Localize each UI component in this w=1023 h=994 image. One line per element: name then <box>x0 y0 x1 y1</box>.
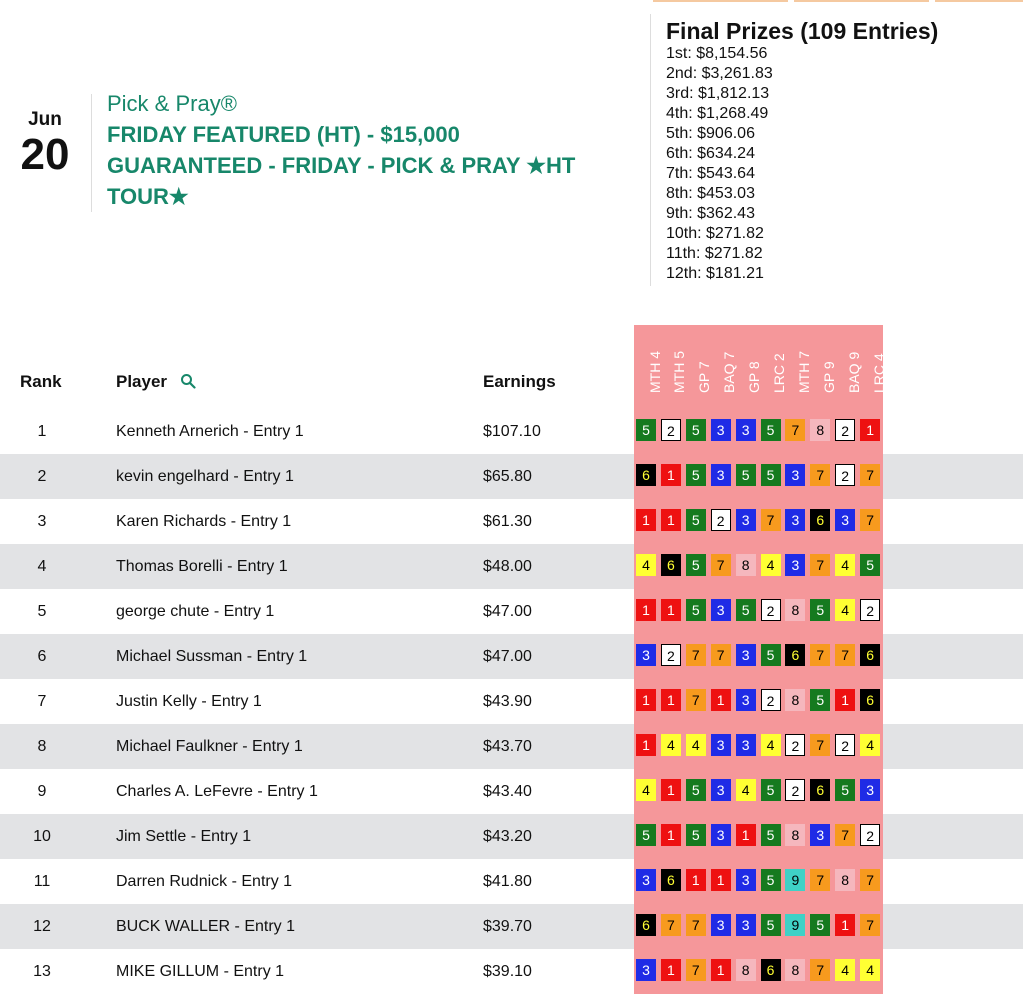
rank-cell: 9 <box>37 783 47 800</box>
pick-number: 1 <box>661 599 681 621</box>
player-name[interactable]: Darren Rudnick - Entry 1 <box>116 873 293 890</box>
pick-number: 1 <box>686 869 706 891</box>
pick-number: 3 <box>711 914 731 936</box>
prize-item: 5th: $906.06 <box>666 125 755 142</box>
earnings-cell: $65.80 <box>483 468 532 485</box>
pick-number: 7 <box>860 509 880 531</box>
pick-number: 7 <box>761 509 781 531</box>
pick-number: 8 <box>810 419 830 441</box>
pick-number: 7 <box>810 734 830 756</box>
pick-number: 7 <box>686 689 706 711</box>
pick-number: 8 <box>785 959 805 981</box>
pick-number: 5 <box>761 824 781 846</box>
prize-item: 9th: $362.43 <box>666 205 755 222</box>
pick-number: 5 <box>736 464 756 486</box>
race-header-label: LRC 4 <box>870 353 887 393</box>
earnings-cell: $48.00 <box>483 558 532 575</box>
pick-number: 2 <box>785 734 805 756</box>
pick-number: 7 <box>661 914 681 936</box>
earnings-cell: $41.80 <box>483 873 532 890</box>
pick-number: 3 <box>711 464 731 486</box>
race-header <box>808 325 837 405</box>
prize-item: 1st: $8,154.56 <box>666 45 768 62</box>
pick-number: 8 <box>785 599 805 621</box>
rank-cell: 3 <box>37 513 47 530</box>
pick-number: 2 <box>860 599 880 621</box>
player-name[interactable]: george chute - Entry 1 <box>116 603 275 620</box>
table-row[interactable] <box>0 634 1023 679</box>
pick-number: 1 <box>736 824 756 846</box>
pick-number: 3 <box>636 644 656 666</box>
pick-number: 7 <box>686 914 706 936</box>
pick-number: 3 <box>785 464 805 486</box>
pick-number: 3 <box>785 509 805 531</box>
pick-number: 5 <box>686 419 706 441</box>
pick-number: 6 <box>810 509 830 531</box>
table-row[interactable] <box>0 769 1023 814</box>
pick-number: 8 <box>736 554 756 576</box>
prize-item: 7th: $543.64 <box>666 165 755 182</box>
leaderboard-table <box>0 409 1023 994</box>
pick-number: 5 <box>810 689 830 711</box>
race-header-label: MTH 5 <box>671 351 688 393</box>
pick-number: 3 <box>835 509 855 531</box>
pick-number: 4 <box>761 734 781 756</box>
table-row[interactable] <box>0 859 1023 904</box>
earnings-cell: $61.30 <box>483 513 532 530</box>
player-name[interactable]: Charles A. LeFevre - Entry 1 <box>116 783 318 800</box>
race-header-label: BAQ 9 <box>845 351 862 393</box>
pick-number: 3 <box>711 734 731 756</box>
pick-number: 3 <box>636 959 656 981</box>
pick-number: 8 <box>835 869 855 891</box>
pick-number: 4 <box>761 554 781 576</box>
pick-number: 7 <box>860 914 880 936</box>
pick-number: 7 <box>686 644 706 666</box>
pick-number: 7 <box>810 869 830 891</box>
pick-number: 5 <box>686 464 706 486</box>
pick-number: 6 <box>810 779 830 801</box>
rank-cell: 10 <box>33 828 51 845</box>
pick-number: 6 <box>785 644 805 666</box>
earnings-cell: $47.00 <box>483 648 532 665</box>
rank-cell: 12 <box>33 918 51 935</box>
race-header-label: GP 7 <box>696 361 713 393</box>
race-header <box>759 325 787 405</box>
pick-number: 4 <box>835 554 855 576</box>
player-name[interactable]: Michael Sussman - Entry 1 <box>116 648 308 665</box>
player-name[interactable]: Justin Kelly - Entry 1 <box>116 693 262 710</box>
player-name[interactable]: kevin engelhard - Entry 1 <box>116 468 294 485</box>
pick-number: 3 <box>736 869 756 891</box>
pick-number: 5 <box>761 869 781 891</box>
pick-number: 3 <box>736 914 756 936</box>
rank-cell: 7 <box>37 693 47 710</box>
race-header-label: GP 9 <box>820 361 837 393</box>
race-header <box>734 325 763 405</box>
player-header: Player <box>116 372 168 391</box>
pick-number: 4 <box>636 779 656 801</box>
pick-number: 5 <box>761 464 781 486</box>
pick-number: 7 <box>711 554 731 576</box>
earnings-cell: $43.90 <box>483 693 532 710</box>
pick-number: 5 <box>835 779 855 801</box>
prize-item: 10th: $271.82 <box>666 225 764 242</box>
pick-number: 7 <box>835 824 855 846</box>
table-row[interactable] <box>0 544 1023 589</box>
prizes-list <box>666 44 938 284</box>
pick-number: 4 <box>686 734 706 756</box>
earnings-cell: $43.20 <box>483 828 532 845</box>
earnings-cell: $107.10 <box>483 423 541 440</box>
pick-number: 8 <box>785 824 805 846</box>
pick-number: 6 <box>636 914 656 936</box>
pick-number: 3 <box>636 869 656 891</box>
prize-item: 8th: $453.03 <box>666 185 755 202</box>
pick-number: 7 <box>785 419 805 441</box>
pick-number: 8 <box>785 689 805 711</box>
pick-number: 7 <box>810 554 830 576</box>
pick-number: 4 <box>835 959 855 981</box>
pick-number: 1 <box>661 509 681 531</box>
rank-cell: 8 <box>37 738 47 755</box>
rank-cell: 2 <box>37 468 47 485</box>
pick-number: 1 <box>661 779 681 801</box>
prize-item: 12th: $181.21 <box>666 265 764 282</box>
rank-cell: 13 <box>33 963 51 980</box>
race-header-label: GP 8 <box>746 361 763 393</box>
search-icon[interactable] <box>180 373 196 389</box>
pick-number: 1 <box>711 959 731 981</box>
race-headers <box>634 325 887 405</box>
pick-number: 5 <box>686 554 706 576</box>
pick-number: 3 <box>810 824 830 846</box>
earnings-cell: $39.70 <box>483 918 532 935</box>
pick-number: 1 <box>661 824 681 846</box>
contest-title: FRIDAY FEATURED (HT) - $15,000 GUARANTEED - FRIDAY - PICK & PRAY ★HT TOUR★ <box>107 122 576 209</box>
final-prizes-panel <box>666 18 938 284</box>
pick-number: 3 <box>860 779 880 801</box>
earnings-cell: $43.40 <box>483 783 532 800</box>
pick-number: 3 <box>736 734 756 756</box>
pick-number: 1 <box>636 599 656 621</box>
pick-number: 2 <box>761 689 781 711</box>
pick-number: 1 <box>636 734 656 756</box>
race-header-label: MTH 4 <box>646 351 663 393</box>
race-header-label: BAQ 7 <box>721 351 738 393</box>
pick-number: 7 <box>711 644 731 666</box>
player-name[interactable]: MIKE GILLUM - Entry 1 <box>116 963 285 980</box>
earnings-cell: $39.10 <box>483 963 532 980</box>
pick-number: 3 <box>736 689 756 711</box>
pick-number: 1 <box>835 914 855 936</box>
player-name[interactable]: Michael Faulkner - Entry 1 <box>116 738 303 755</box>
pick-number: 5 <box>761 779 781 801</box>
divider <box>650 14 651 286</box>
table-row[interactable] <box>0 949 1023 994</box>
player-name[interactable]: Karen Richards - Entry 1 <box>116 513 292 530</box>
rank-cell: 6 <box>37 648 47 665</box>
pick-number: 1 <box>711 869 731 891</box>
pick-number: 5 <box>761 644 781 666</box>
pick-number: 5 <box>636 824 656 846</box>
rank-cell: 4 <box>37 558 47 575</box>
player-name[interactable]: BUCK WALLER - Entry 1 <box>116 918 296 935</box>
prize-item: 3rd: $1,812.13 <box>666 85 770 102</box>
contest-brand: Pick & Pray® <box>107 91 237 116</box>
race-header <box>833 325 862 405</box>
pick-number: 7 <box>810 959 830 981</box>
pick-number: 5 <box>810 914 830 936</box>
pick-number: 1 <box>661 959 681 981</box>
race-header-label: MTH 7 <box>795 351 812 393</box>
rank-cell: 11 <box>33 873 51 890</box>
prize-item: 11th: $271.82 <box>666 245 763 262</box>
pick-number: 5 <box>636 419 656 441</box>
race-header <box>659 325 688 405</box>
pick-number: 3 <box>711 419 731 441</box>
prizes-title: Final Prizes (109 Entries) <box>666 18 939 44</box>
pick-number: 7 <box>810 464 830 486</box>
race-header <box>858 325 887 405</box>
date-month: Jun <box>28 109 62 130</box>
pick-number: 6 <box>761 959 781 981</box>
table-row[interactable] <box>0 814 1023 859</box>
table-row[interactable] <box>0 679 1023 724</box>
rank-cell: 5 <box>37 603 47 620</box>
pick-number: 3 <box>736 644 756 666</box>
pick-number: 4 <box>636 554 656 576</box>
pick-number: 1 <box>661 464 681 486</box>
table-row[interactable] <box>0 724 1023 769</box>
pick-number: 5 <box>761 419 781 441</box>
prize-item: 6th: $634.24 <box>666 145 755 162</box>
pick-number: 9 <box>785 869 805 891</box>
prize-item: 4th: $1,268.49 <box>666 105 769 122</box>
pick-number: 4 <box>736 779 756 801</box>
player-name[interactable]: Thomas Borelli - Entry 1 <box>116 558 288 575</box>
rank-header: Rank <box>20 372 62 391</box>
pick-number: 7 <box>860 464 880 486</box>
pick-number: 5 <box>686 599 706 621</box>
table-row[interactable] <box>0 904 1023 949</box>
pick-number: 4 <box>860 734 880 756</box>
pick-number: 3 <box>785 554 805 576</box>
pick-number: 1 <box>835 689 855 711</box>
pick-number: 7 <box>835 644 855 666</box>
pick-number: 3 <box>711 599 731 621</box>
pick-number: 6 <box>860 689 880 711</box>
divider <box>91 94 92 212</box>
pick-number: 6 <box>860 644 880 666</box>
date-day: 20 <box>20 130 70 179</box>
pick-number: 4 <box>860 959 880 981</box>
player-name[interactable]: Kenneth Arnerich - Entry 1 <box>116 423 304 440</box>
pick-number: 6 <box>636 464 656 486</box>
earnings-header: Earnings <box>483 372 556 391</box>
pick-number: 2 <box>835 734 855 756</box>
pick-number: 2 <box>835 464 855 486</box>
pick-number: 4 <box>835 599 855 621</box>
contest-header <box>107 90 607 212</box>
pick-number: 5 <box>810 599 830 621</box>
race-header <box>783 325 812 405</box>
player-name[interactable]: Jim Settle - Entry 1 <box>116 828 252 845</box>
earnings-cell: $43.70 <box>483 738 532 755</box>
race-header <box>634 325 663 405</box>
pick-number: 1 <box>711 689 731 711</box>
pick-number: 6 <box>661 869 681 891</box>
pick-number: 5 <box>686 509 706 531</box>
pick-number: 1 <box>636 689 656 711</box>
table-row[interactable] <box>0 409 1023 454</box>
pick-number: 2 <box>835 419 855 441</box>
pick-number: 3 <box>736 419 756 441</box>
race-header <box>684 325 713 405</box>
race-header-label: LRC 2 <box>771 353 787 393</box>
pick-number: 5 <box>686 824 706 846</box>
pick-number: 3 <box>711 779 731 801</box>
pick-number: 5 <box>860 554 880 576</box>
pick-number: 6 <box>661 554 681 576</box>
pick-number: 4 <box>661 734 681 756</box>
earnings-cell: $47.00 <box>483 603 532 620</box>
pick-number: 5 <box>686 779 706 801</box>
pick-number: 7 <box>686 959 706 981</box>
table-row[interactable] <box>0 589 1023 634</box>
pick-number: 3 <box>711 824 731 846</box>
pick-number: 2 <box>711 509 731 531</box>
race-header <box>709 325 738 405</box>
pick-number: 1 <box>636 509 656 531</box>
pick-number: 1 <box>661 689 681 711</box>
rank-cell: 1 <box>37 423 47 440</box>
pick-number: 2 <box>761 599 781 621</box>
pick-number: 5 <box>761 914 781 936</box>
pick-number: 5 <box>736 599 756 621</box>
prize-item: 2nd: $3,261.83 <box>666 65 773 82</box>
table-row[interactable] <box>0 499 1023 544</box>
table-row[interactable] <box>0 454 1023 499</box>
pick-number: 3 <box>736 509 756 531</box>
pick-number: 1 <box>860 419 880 441</box>
pick-number: 2 <box>860 824 880 846</box>
pick-number: 8 <box>736 959 756 981</box>
pick-number: 2 <box>661 644 681 666</box>
pick-number: 7 <box>860 869 880 891</box>
pick-number: 9 <box>785 914 805 936</box>
pick-number: 7 <box>810 644 830 666</box>
contest-date <box>12 108 78 178</box>
pick-number: 2 <box>661 419 681 441</box>
pick-number: 2 <box>785 779 805 801</box>
